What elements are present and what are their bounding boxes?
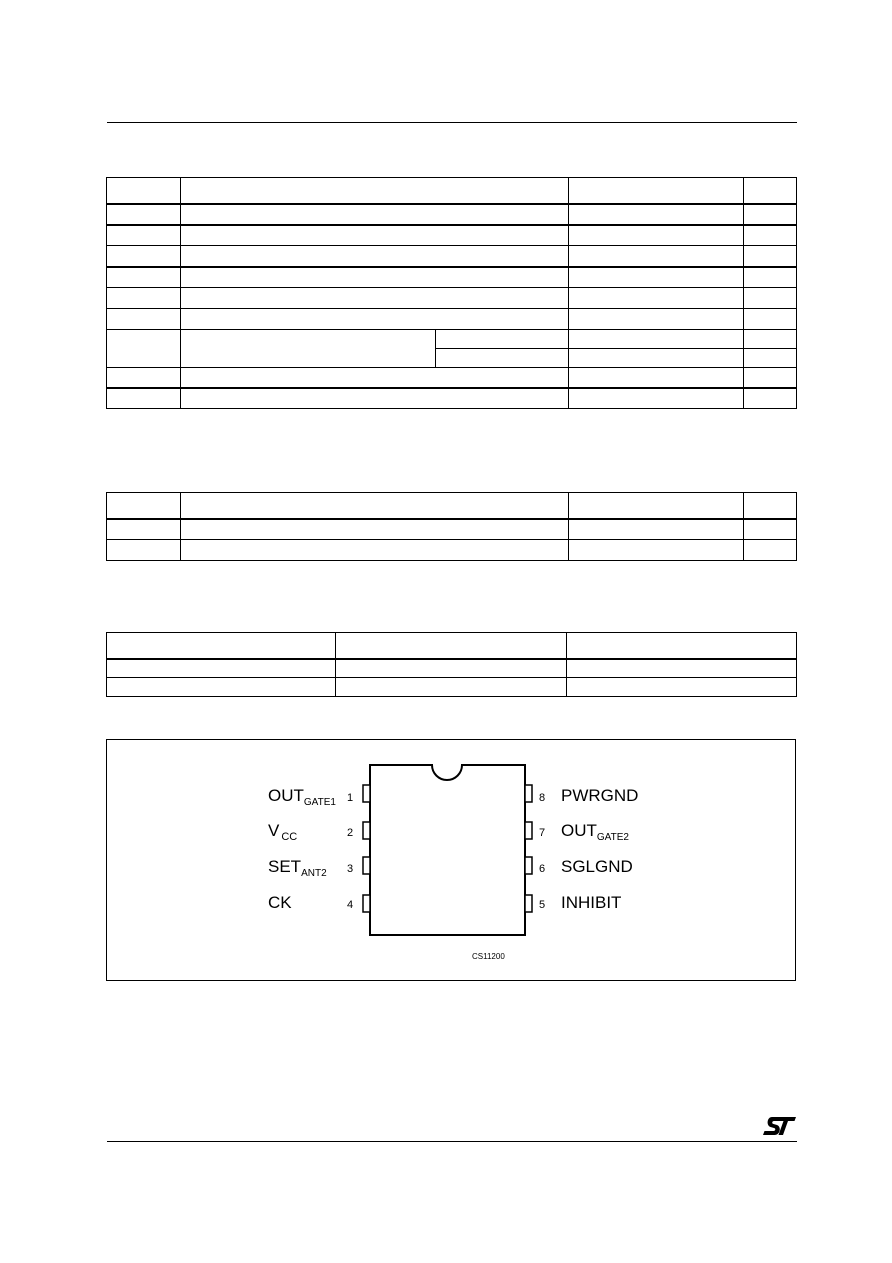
table-cell: [107, 288, 181, 309]
table-row: [107, 288, 797, 309]
table-cell: [569, 388, 744, 409]
pin-label-out-gate1: [268, 786, 336, 808]
table-cell: [181, 225, 569, 246]
pin-name: CK: [268, 893, 292, 912]
table-header-cell: [569, 493, 744, 519]
table-cell: [181, 330, 436, 368]
table-cell: [744, 368, 797, 388]
table-cell: [107, 540, 181, 561]
table-cell: [569, 288, 744, 309]
pin-name: INHIBIT: [561, 893, 622, 912]
table-header-cell: [744, 493, 797, 519]
footer-rule: [107, 1141, 797, 1142]
pin-stub: [525, 785, 532, 802]
table-cell: [744, 330, 797, 349]
table-cell: [744, 388, 797, 409]
table-cell: [569, 330, 744, 349]
table-cell: [181, 540, 569, 561]
table-cell: [567, 678, 797, 697]
pin-number: 6: [539, 863, 546, 875]
table-header-cell: [336, 633, 567, 659]
table-cell: [107, 225, 181, 246]
table-cell: [569, 246, 744, 267]
table-cell: [569, 225, 744, 246]
pin-subscript: GATE2: [596, 832, 629, 843]
table-cell: [107, 388, 181, 409]
table-row: [107, 659, 797, 678]
table-header-cell: [744, 178, 797, 204]
pin-label-set-ant2: [268, 857, 327, 879]
pin-label-pwrgnd: [561, 786, 638, 805]
pin-number: 4: [347, 899, 354, 911]
table-header-cell: [181, 178, 569, 204]
pin-name: V: [268, 821, 280, 840]
pin-subscript: ANT2: [301, 868, 327, 879]
table-cell: [107, 519, 181, 540]
pin-label-vcc: [268, 821, 297, 843]
table-header-cell: [107, 178, 181, 204]
table-header-row: [107, 178, 797, 204]
pin-stub: [363, 895, 370, 912]
pin-subscript: CC: [281, 831, 298, 843]
table-row: [107, 368, 797, 388]
pin-number: 7: [539, 827, 546, 839]
table-header-cell: [567, 633, 797, 659]
table-cell: [744, 349, 797, 368]
pin-stub: [525, 857, 532, 874]
pin-name: OUT: [561, 821, 597, 840]
table-cell: [181, 267, 569, 288]
table-row: [107, 225, 797, 246]
table-cell: [107, 267, 181, 288]
table-cell: [107, 659, 336, 678]
table-cell: [107, 309, 181, 330]
table-row: [107, 540, 797, 561]
table-cell: [181, 519, 569, 540]
pin-number: 3: [347, 863, 354, 875]
table-cell: [107, 678, 336, 697]
table-cell: [336, 659, 567, 678]
table-cell: [336, 678, 567, 697]
ic-package-body: [370, 765, 525, 935]
table-cell: [569, 540, 744, 561]
table-cell: [436, 349, 569, 368]
table-header-row: [107, 493, 797, 519]
table-row: [107, 204, 797, 225]
table-row: [107, 388, 797, 409]
pin-name: SGLGND: [561, 857, 633, 876]
table-row: [107, 267, 797, 288]
pin-stub: [525, 822, 532, 839]
table-cell: [436, 330, 569, 349]
table-cell: [107, 204, 181, 225]
table-cell: [744, 309, 797, 330]
pin-stub: [363, 857, 370, 874]
table-header-cell: [181, 493, 569, 519]
pin-label-sglgnd: [561, 857, 633, 876]
table-cell: [569, 267, 744, 288]
table-cell: [107, 330, 181, 368]
pin-stub: [363, 822, 370, 839]
table-row: [107, 309, 797, 330]
ratings-table: [106, 177, 797, 409]
pin-number: 5: [539, 899, 546, 911]
pin-label-out-gate2: [561, 821, 629, 843]
table-cell: [181, 309, 569, 330]
table-cell: [569, 519, 744, 540]
pin-name: SET: [268, 857, 302, 876]
table-cell: [181, 288, 569, 309]
pin-stub: [525, 895, 532, 912]
pin-label-inhibit: [561, 893, 621, 912]
table-cell: [181, 246, 569, 267]
pin-name: PWRGND: [561, 786, 639, 805]
thermal-table: [106, 492, 797, 561]
table-cell: [181, 368, 569, 388]
table-cell: [569, 204, 744, 225]
pin-connection-frame: [106, 739, 796, 981]
pin-stub: [363, 785, 370, 802]
header-rule: [107, 122, 797, 123]
pinout-diagram: [107, 740, 797, 982]
table-header-cell: [569, 178, 744, 204]
table-cell: [181, 204, 569, 225]
table-row: [107, 678, 797, 697]
table-cell: [744, 288, 797, 309]
pin-label-ck: [268, 893, 292, 912]
table-cell: [744, 267, 797, 288]
table-cell: [744, 204, 797, 225]
table-header-cell: [107, 493, 181, 519]
table-cell: [744, 246, 797, 267]
table-cell: [567, 659, 797, 678]
table-row: [107, 330, 797, 349]
ordering-table: [106, 632, 797, 697]
table-cell: [569, 368, 744, 388]
table-header-cell: [107, 633, 336, 659]
table-row: [107, 246, 797, 267]
table-cell: [569, 349, 744, 368]
table-cell: [107, 246, 181, 267]
table-cell: [107, 368, 181, 388]
table-cell: [744, 519, 797, 540]
table-row: [107, 519, 797, 540]
drawing-code: CS11200: [472, 952, 505, 961]
pin-name: OUT: [268, 786, 304, 805]
table-header-row: [107, 633, 797, 659]
table-cell: [744, 225, 797, 246]
pin-number: 2: [347, 827, 354, 839]
table-cell: [569, 309, 744, 330]
pin-number: 8: [539, 792, 546, 804]
pin-number: 1: [347, 792, 354, 804]
pin-subscript: GATE1: [303, 797, 336, 808]
table-cell: [744, 540, 797, 561]
table-cell: [181, 388, 569, 409]
st-logo-icon: [762, 1115, 798, 1137]
